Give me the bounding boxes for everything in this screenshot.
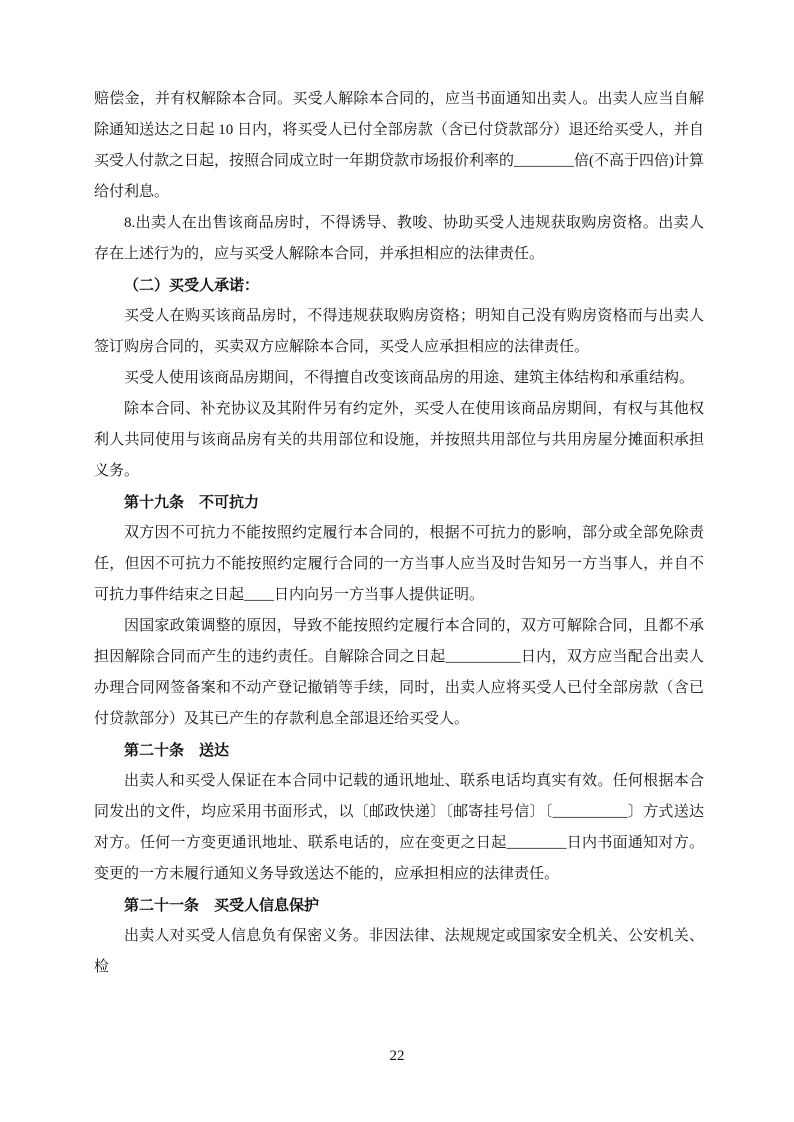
contract-paragraph: 买受人使用该商品房期间，不得擅自改变该商品房的用途、建筑主体结构和承重结构。: [124, 370, 695, 386]
article-heading-20-delivery-of-notices: 第二十条 送达: [124, 742, 230, 759]
contract-paragraph: 赔偿金，并有权解除本合同。买受人解除本合同的，应当书面通知出卖人。出卖人应当自解除通知送达之日起 10 日内，将买受人已付全部房款（含已付贷款部分）退还给买受人，并自买受人付款之日起，按照合同成立时一年期贷款市场报价利率的________倍(不高于四倍)计算给付利息。: [94, 91, 704, 200]
section-heading-buyer-commitments: （二）买受人承诺：: [124, 277, 260, 294]
contract-body: [94, 84, 704, 983]
article-heading-21-buyer-info-protection: 第二十一条 买受人信息保护: [124, 897, 320, 914]
contract-paragraph: 出卖人对买受人信息负有保密义务。非因法律、法规规定或国家安全机关、公安机关、检: [94, 928, 704, 975]
contract-paragraph: 除本合同、补充协议及其附件另有约定外，买受人在使用该商品房期间，有权与其他权利人共同使用与该商品房有关的共用部位和设施，并按照共用部位与共用房屋分摊面积承担义务。: [94, 401, 704, 479]
contract-paragraph: 买受人在购买该商品房时，不得违规获取购房资格；明知自己没有购房资格而与出卖人签订购房合同的，买卖双方应解除本合同，买受人应承担相应的法律责任。: [94, 308, 704, 355]
contract-paragraph: 出卖人和买受人保证在本合同中记载的通讯地址、联系电话均真实有效。任何根据本合同发出的文件，均应采用书面形式，以〔邮政快递〕〔邮寄挂号信〕〔__________〕方式送达对方。任何一方变更通讯地址、联系电话的，应在变更之日起________日内书面通知对方。变更的一方未履行通知义务导致送达不能的，应承担相应的法律责任。: [94, 773, 704, 882]
page-number: 22: [389, 1048, 405, 1064]
article-heading-19-force-majeure: 第十九条 不可抗力: [124, 494, 260, 511]
contract-paragraph: 因国家政策调整的原因，导致不能按照约定履行本合同的，双方可解除合同，且都不承担因解除合同而产生的违约责任。自解除合同之日起__________日内，双方应当配合出卖人办理合同网签备案和不动产登记撤销等手续，同时，出卖人应将买受人已付全部房款（含已付贷款部分）及其已产生的存款利息全部退还给买受人。: [94, 618, 704, 727]
contract-paragraph: 8.出卖人在出售该商品房时，不得诱导、教唆、协助买受人违规获取购房资格。出卖人存在上述行为的，应与买受人解除本合同，并承担相应的法律责任。: [94, 215, 704, 262]
contract-paragraph: 双方因不可抗力不能按照约定履行本合同的，根据不可抗力的影响，部分或全部免除责任，但因不可抗力不能按照约定履行合同的一方当事人应当及时告知另一方当事人，并自不可抗力事件结束之日起____日内向另一方当事人提供证明。: [94, 525, 704, 603]
